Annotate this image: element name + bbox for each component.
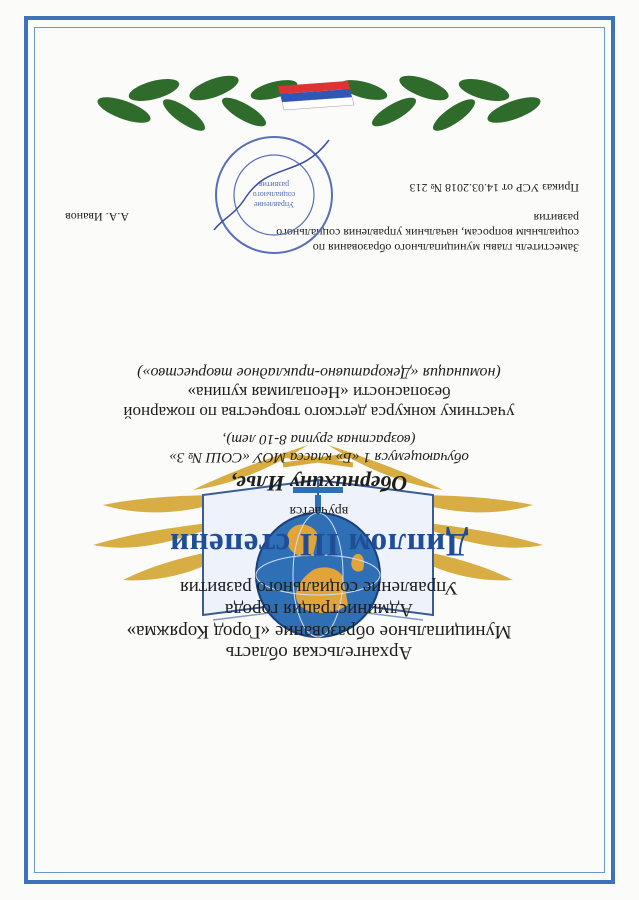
recipient-name: Обернихину Илье, xyxy=(230,471,408,496)
signatory-title: Заместитель главы муниципального образования по социальным вопросам, начальник управления социального развития xyxy=(276,211,579,255)
svg-text:Управление: Управление xyxy=(253,200,295,209)
order-reference: Приказ УСР от 14.03.2018 № 213 xyxy=(409,181,579,195)
region-line: Архангельская область xyxy=(225,642,413,663)
svg-text:развития: развития xyxy=(258,180,290,189)
svg-text:социального: социального xyxy=(252,190,296,199)
signatory-name: А.А. Иванов xyxy=(65,210,129,224)
awarded-label: вручается xyxy=(289,503,349,518)
municipality-line: Муниципальное образование «Город Коряжма» xyxy=(126,621,512,642)
nomination-line: (номинация «Декоративно-прикладное творчество») xyxy=(137,364,501,381)
contest-line: участнику конкурса детского творчества по пожарной безопасности «Неопалимая купина» xyxy=(123,383,515,422)
age-group-line: (возрастная группа 8-10 лет), xyxy=(222,431,416,447)
student-line: обучающемуся 1 «Б» класса МОУ «СОШ № 3» xyxy=(169,449,469,465)
diploma-text xyxy=(49,362,589,685)
laurel-wreath-flag xyxy=(84,50,554,150)
administration-line: Администрация города xyxy=(225,599,414,620)
diploma-title: Диплом III степени xyxy=(169,526,469,562)
department-line: Управление социального развития xyxy=(179,577,459,598)
